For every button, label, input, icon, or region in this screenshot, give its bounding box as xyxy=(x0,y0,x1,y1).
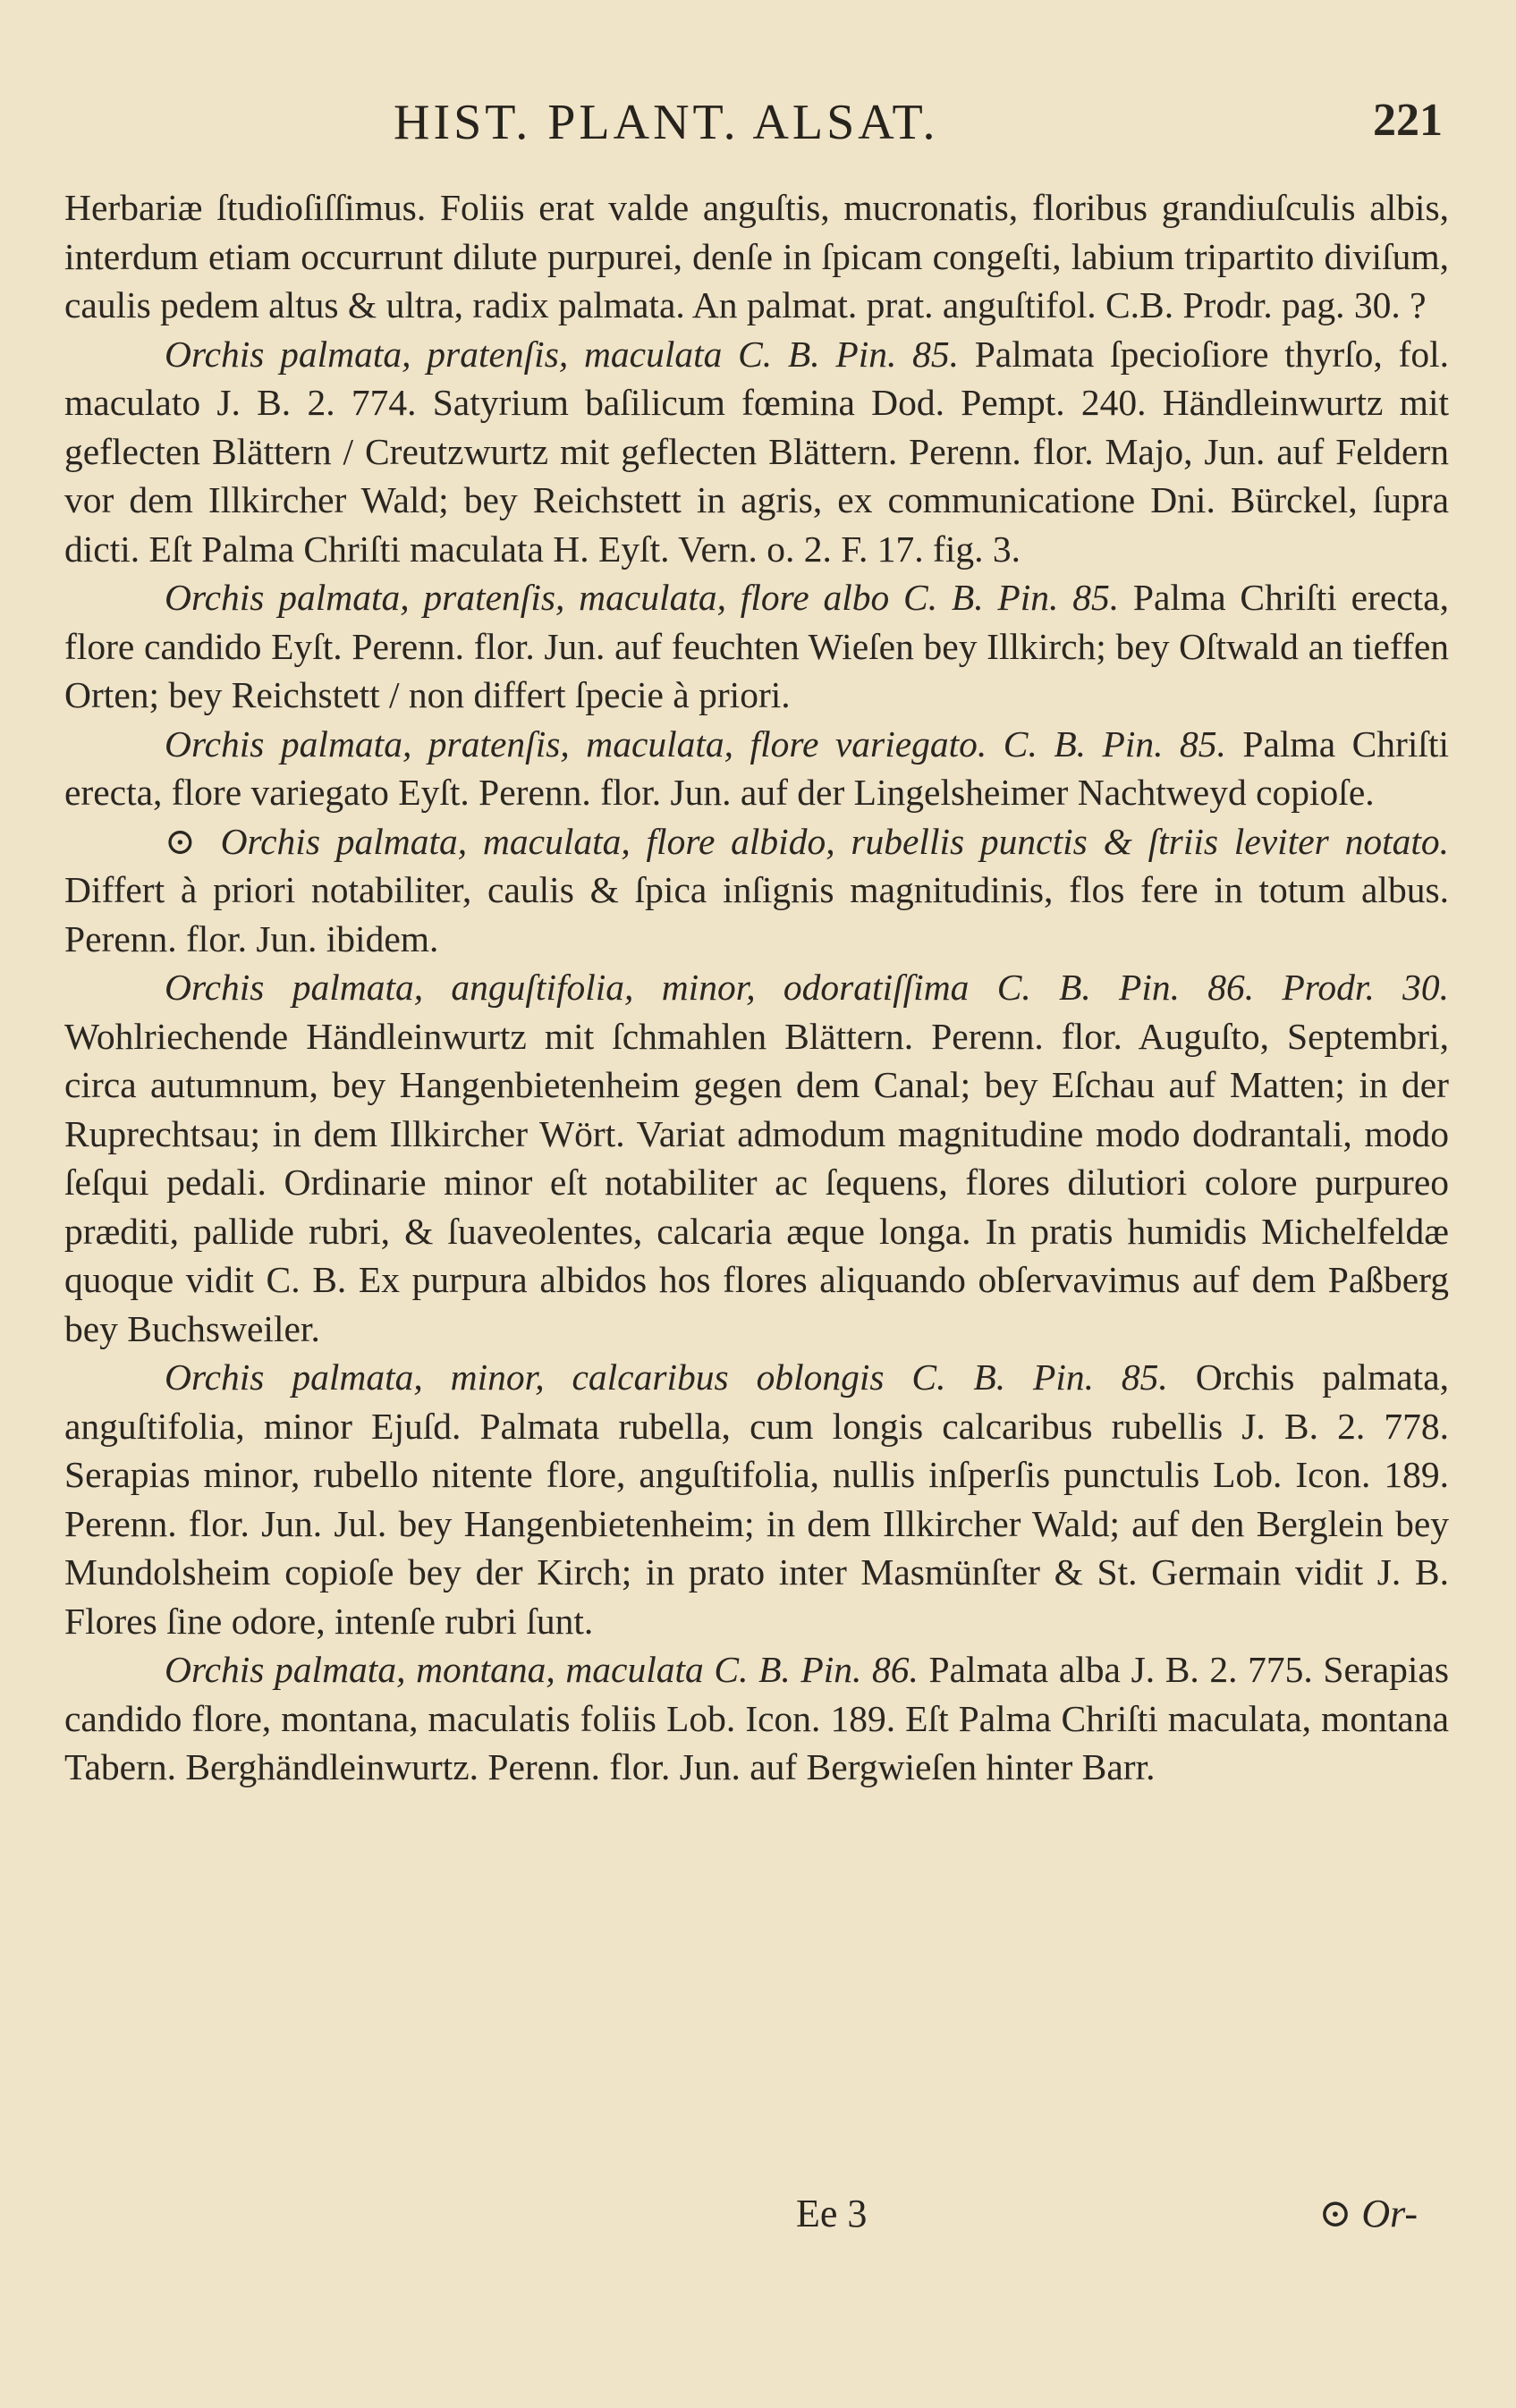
entry-text: Palma Chriſti erecta, flore variegato Eyſt. Perenn. flor. Jun. auf der Lingelsheimer Nachtweyd copioſe. xyxy=(64,722,1449,813)
entry-head: Orchis palmata, pratenſis, maculata, flore variegato. C. B. Pin. 85. xyxy=(165,722,1226,765)
entry-head: Orchis palmata, maculata, flore albido, rubellis punctis & ſtriis leviter notato. xyxy=(220,820,1450,862)
entry-head: Orchis palmata, pratenſis, maculata, flore albo C. B. Pin. 85. xyxy=(165,577,1120,618)
paragraph-continuation xyxy=(64,183,1449,330)
page-header xyxy=(0,94,1516,156)
body-text xyxy=(64,183,1449,1792)
entry-flore-albido xyxy=(64,817,1449,964)
entry-text: Orchis palmata, anguſtifolia, minor Ejuſd. Palmata rubella, cum longis calcaribus rubellis J. B. 2. 778. Serapias minor, rubello nitente flore, anguſtifolia, nullis inſperſis punctulis Lob. Icon. 189. Perenn. flor. Jun. Jul. bey Hangenbietenheim; in dem Illkircher Wald; auf den Berglein bey Mundolsheim copioſe bey der Kirch; in prato inter Masmünſter & St. Germain vidit J. B. Flores ſine odore, intenſe rubri ſunt. xyxy=(64,1356,1449,1642)
entry-flore-variegato xyxy=(64,720,1449,817)
page-number: 221 xyxy=(1373,95,1443,146)
entry-text: Differt à priori notabiliter, caulis & ſpica inſignis magnitudinis, flos fere in totum albus. Perenn. flor. Jun. ibidem. xyxy=(64,869,1449,959)
entry-text: Palmata alba J. B. 2. 775. Serapias candido flore, montana, maculatis foliis Lob. Icon. 189. Eſt Palma Chriſti maculata, montana Tabern. Berghändleinwurtz. Perenn. flor. Jun. auf Bergwieſen hinter Barr. xyxy=(64,1649,1449,1787)
entry-orchis-palmata-pratensis-maculata xyxy=(64,330,1449,574)
entry-text: Palma Chriſti erecta, flore candido Eyſt. Perenn. flor. Jun. auf feuchten Wieſen bey Illkirch; bey Oſtwald an tieffen Orten; bey Reichstett / non differt ſpecie à priori. xyxy=(64,577,1450,715)
signature-mark: Ee 3 xyxy=(796,2192,868,2235)
entry-minor-calcaribus-oblongis xyxy=(64,1353,1449,1645)
entry-head: Orchis palmata, montana, maculata C. B. Pin. 86. xyxy=(165,1649,919,1690)
new-species-symbol: ⊙ xyxy=(165,820,196,862)
entry-head: Orchis palmata, pratenſis, maculata C. B. Pin. 85. xyxy=(165,333,959,375)
entry-angustifolia-minor-odoratissima xyxy=(64,963,1449,1353)
entry-text: Palmata ſpecioſiore thyrſo, fol. maculato J. B. 2. 774. Satyrium baſilicum fœmina Dod. Pempt. 240. Händleinwurtz mit geflecten Blättern / Creutzwurtz mit geflecten Blättern. Perenn. flor. Majo, Jun. auf Feldern vor dem Illkircher Wald; bey Reichstett in agris, ex communicatione Dni. Bürckel, ſupra dicti. Eſt Palma Chriſti maculata H. Eyſt. Vern. o. 2. F. 17. fig. 3. xyxy=(64,333,1450,570)
entry-head: Orchis palmata, anguſtifolia, minor, odoratiſſima C. B. Pin. 86. Prodr. 30. xyxy=(165,967,1449,1008)
entry-montana-maculata xyxy=(64,1645,1449,1792)
entry-flore-albo xyxy=(64,573,1449,720)
catchword: ⊙ Or- xyxy=(1318,2192,1418,2235)
paragraph-text: Herbariæ ſtudioſiſſimus. Foliis erat valde anguſtis, mucronatis, floribus grandiuſculis albis, interdum etiam occurrunt dilute purpurei, denſe in ſpicam congeſti, labium tripartito diviſum, caulis pedem altus & ultra, radix palmata. An palmat. prat. anguſtifol. C.B. Prodr. pag. 30. ? xyxy=(64,187,1449,325)
page-footer xyxy=(0,2191,1516,2253)
entry-head: Orchis palmata, minor, calcaribus oblongis C. B. Pin. 85. xyxy=(165,1356,1168,1398)
running-title: HIST. PLANT. ALSAT. xyxy=(394,95,939,150)
entry-text: Wohlriechende Händleinwurtz mit ſchmahlen Blättern. Perenn. flor. Auguſto, Septembri, circa autumnum, bey Hangenbietenheim gegen dem Canal; bey Eſchau auf Matten; in der Ruprechtsau; in dem Illkircher Wört. Variat admodum magnitudine modo dodrantali, modo ſeſqui pedali. Ordinarie minor eſt notabiliter ac ſequens, flores dilutiori colore purpureo præditi, pallide rubri, & ſuaveolentes, calcaria æque longa. In pratis humidis Michelfeldæ quoque vidit C. B. Ex purpura albidos hos flores aliquando obſervavimus auf dem Paßberg bey Buchsweiler. xyxy=(64,1015,1449,1349)
